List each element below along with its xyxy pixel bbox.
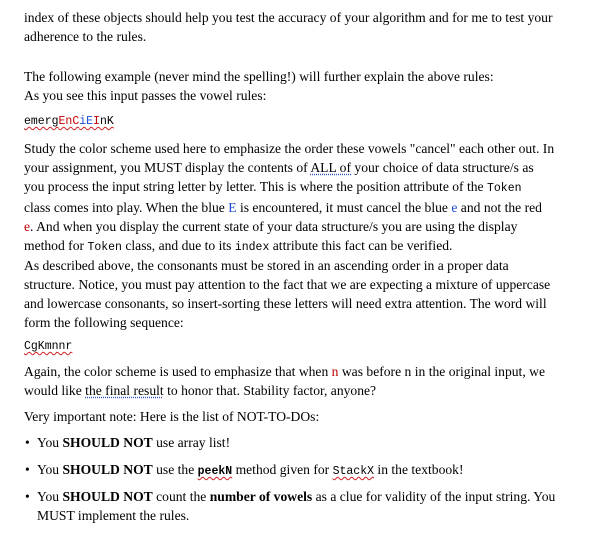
example-paragraph bbox=[24, 67, 591, 105]
bullet-item-1: • You SHOULD NOT use array list! bbox=[25, 435, 231, 450]
important-note: Very important note: Here is the list of NOT-TO-DOs: bbox=[24, 409, 320, 424]
stackx-code: StackX bbox=[332, 465, 375, 478]
blue-e: e bbox=[451, 200, 458, 215]
final-result-emphasis: the final result bbox=[85, 383, 164, 398]
consonant-sequence: CgKmnnr bbox=[24, 340, 73, 353]
example-word: emergEnCiEInK bbox=[24, 115, 114, 128]
intro-line-1: index of these objects should help you test the accuracy of your algorithm and for me to test your bbox=[24, 10, 553, 25]
token-code: Token bbox=[486, 182, 522, 195]
bullet-icon: • bbox=[25, 435, 30, 450]
red-e: e bbox=[24, 219, 31, 234]
example-line-1: The following example (never mind the spelling!) will further explain the above rules: bbox=[24, 69, 494, 84]
all-of-emphasis: ALL of bbox=[310, 160, 351, 175]
blue-E: E bbox=[228, 200, 237, 215]
again-paragraph: Again, the color scheme is used to emphasize that when n was before n in the original input, we would like the final result to honor that. Stability factor, anyone? bbox=[24, 364, 545, 398]
description-paragraph: As described above, the consonants must be stored in an ascending order in a proper data structure. Notice, you must pay attention to the fact that we are expecting a mixture of uppercase and lowercase consonants, so insert-sorting these letters will need extra attention. The word will form the following sequence: bbox=[24, 258, 551, 330]
intro-line-2: adherence to the rules. bbox=[24, 29, 147, 44]
peekn-code: peekN bbox=[197, 465, 233, 478]
study-paragraph: Study the color scheme used here to emphasize the order these vowels "cancel" each other out. In your assignment, you MUST display the contents of ALL of your choice of data structure/s as you process the input string letter by letter. This is where the position attribute of the Token class comes into play. When the blue E is encountered, it must cancel the blue e and not the red e. And when you display the current state of your data structure/s you are using the display method for Token class, and due to its index attribute this fact can be verified. bbox=[24, 141, 555, 254]
bullet-item-2: • You SHOULD NOT use the peekN method given for StackX in the textbook! bbox=[25, 462, 464, 478]
bullet-item-3: • You SHOULD NOT count the number of vowels as a clue for validity of the input string. You MUST implement the rules. bbox=[25, 489, 556, 523]
example-line-2: As you see this input passes the vowel rules: bbox=[24, 88, 267, 103]
bullet-icon: • bbox=[25, 462, 30, 477]
intro-paragraph bbox=[24, 8, 591, 46]
bullet-icon: • bbox=[25, 489, 30, 504]
